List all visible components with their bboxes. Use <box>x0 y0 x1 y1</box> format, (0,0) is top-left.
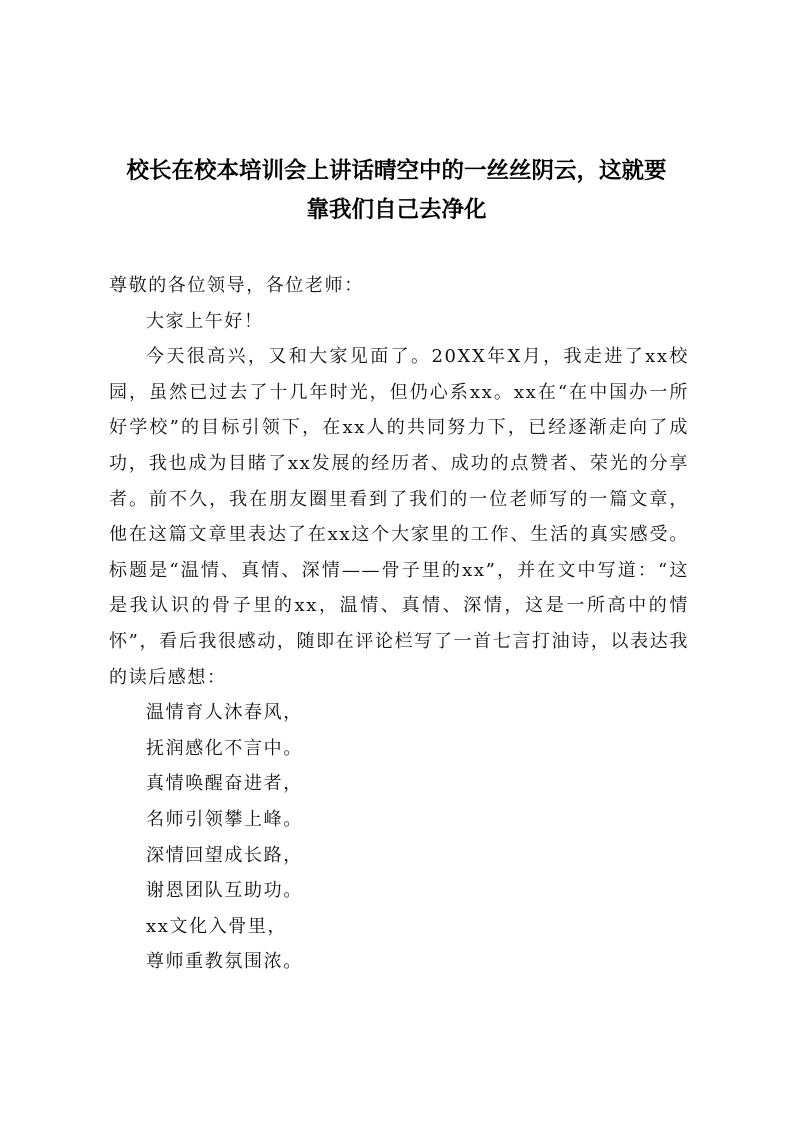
salutation: 尊敬的各位领导，各位老师： <box>109 275 364 296</box>
poem-line: 谢恩团队互助功。 <box>146 880 303 902</box>
document-title <box>100 152 693 230</box>
poem <box>109 695 689 980</box>
title-line-2: 靠我们自己去净化 <box>306 197 487 223</box>
poem-line: 尊师重教氛围浓。 <box>146 951 303 973</box>
greeting: 大家上午好！ <box>146 310 264 332</box>
poem-line: xx文化入骨里， <box>146 915 288 937</box>
poem-line: 抚润感化不言中。 <box>146 737 303 759</box>
poem-line: 名师引领攀上峰。 <box>146 808 303 830</box>
paragraph: 今天很高兴，又和大家见面了。20XX年X月，我走进了xx校园，虽然已过去了十几年时光，但仍心系xx。xx在“在中国办一所好学校”的目标引领下，在xx人的共同努力下，已经逐渐走向了成功，我也成为目睹了xx发展的经历者、成功的点赞者、荣光的分享者。前不久，我在朋友圈里看到了我们的一位老师写的一篇文章，他在这篇文章里表达了在xx这个大家里的工作、生活的真实感受。标题是“温情、真情、深情——骨子里的xx”，并在文中写道：“这是我认识的骨子里的xx，温情、真情、深情，这是一所高中的情怀”，看后我很感动，随即在评论栏写了一首七言打油诗，以表达我的读后感想： <box>109 346 689 688</box>
title-line-1: 校长在校本培训会上讲话晴空中的一丝丝阴云，这就要 <box>126 158 667 184</box>
poem-line: 深情回望成长路， <box>146 844 303 866</box>
poem-line: 温情育人沐春风， <box>146 702 303 724</box>
document-body <box>109 268 689 980</box>
poem-line: 真情唤醒奋进者， <box>146 773 303 795</box>
